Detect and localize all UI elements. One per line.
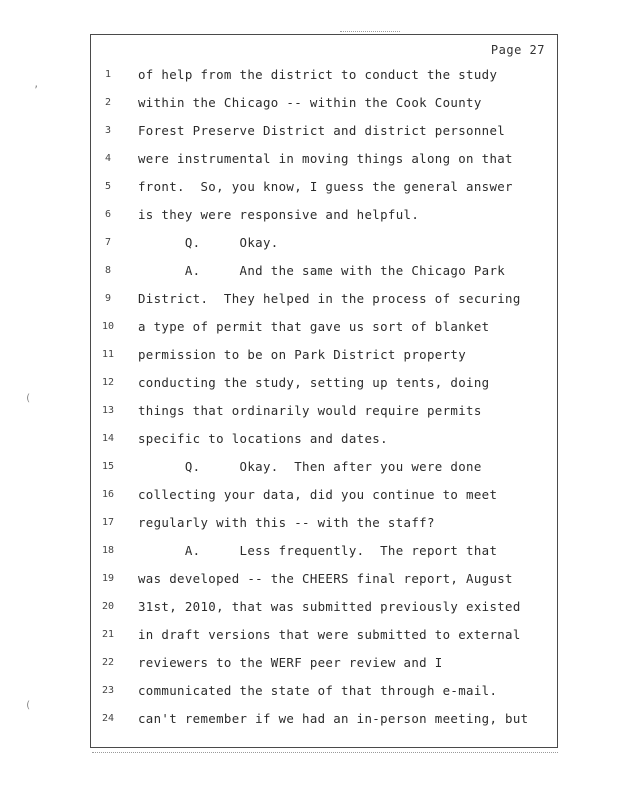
line-text: collecting your data, did you continue to meet	[138, 487, 498, 502]
line-number: 6	[104, 209, 112, 220]
line-number: 13	[101, 405, 115, 416]
line-number: 7	[104, 237, 112, 248]
line-text: things that ordinarily would require permits	[138, 403, 482, 418]
scan-artifact-top	[340, 31, 400, 32]
transcript-line	[91, 541, 557, 561]
line-number: 15	[101, 461, 115, 472]
line-number: 16	[101, 489, 115, 500]
transcript-line	[91, 429, 557, 449]
line-number: 8	[104, 265, 112, 276]
transcript-line	[91, 177, 557, 197]
line-number: 17	[101, 517, 115, 528]
line-number: 14	[101, 433, 115, 444]
line-text: A. Less frequently. The report that	[138, 543, 498, 558]
line-text: reviewers to the WERF peer review and I	[138, 655, 443, 670]
line-text: specific to locations and dates.	[138, 431, 388, 446]
line-text: Forest Preserve District and district personnel	[138, 123, 506, 138]
line-text: District. They helped in the process of securing	[138, 291, 521, 306]
transcript-line	[91, 709, 557, 729]
line-text: a type of permit that gave us sort of blanket	[138, 319, 490, 334]
transcript-line	[91, 373, 557, 393]
transcript-line	[91, 65, 557, 85]
line-number: 12	[101, 377, 115, 388]
transcript-line	[91, 317, 557, 337]
line-number: 18	[101, 545, 115, 556]
line-number: 11	[101, 349, 115, 360]
scan-artifact-bottom	[92, 752, 558, 753]
line-text: front. So, you know, I guess the general answer	[138, 179, 513, 194]
line-number: 10	[101, 321, 115, 332]
line-number: 20	[101, 601, 115, 612]
line-text: communicated the state of that through e-mail.	[138, 683, 498, 698]
line-number: 19	[101, 573, 115, 584]
line-text: within the Chicago -- within the Cook County	[138, 95, 482, 110]
line-text: conducting the study, setting up tents, doing	[138, 375, 490, 390]
line-text: 31st, 2010, that was submitted previously existed	[138, 599, 521, 614]
line-text: Q. Okay. Then after you were done	[138, 459, 482, 474]
transcript-page	[90, 34, 558, 748]
transcript-line	[91, 93, 557, 113]
transcript-line	[91, 233, 557, 253]
line-number: 2	[104, 97, 112, 108]
line-number: 4	[104, 153, 112, 164]
line-number: 1	[104, 69, 112, 80]
transcript-line	[91, 401, 557, 421]
line-text: was developed -- the CHEERS final report, August	[138, 571, 513, 586]
transcript-line	[91, 121, 557, 141]
line-text: permission to be on Park District property	[138, 347, 467, 362]
line-text: were instrumental in moving things along on that	[138, 151, 513, 166]
transcript-line	[91, 485, 557, 505]
transcript-line	[91, 513, 557, 533]
line-text: is they were responsive and helpful.	[138, 207, 420, 222]
line-text: Q. Okay.	[138, 235, 279, 250]
line-text: in draft versions that were submitted to external	[138, 627, 521, 642]
line-number: 22	[101, 657, 115, 668]
scan-speck: (	[25, 700, 32, 711]
transcript-line	[91, 625, 557, 645]
page-number: Page 27	[490, 43, 545, 57]
transcript-line	[91, 149, 557, 169]
transcript-line	[91, 205, 557, 225]
line-text: A. And the same with the Chicago Park	[138, 263, 506, 278]
line-number: 5	[104, 181, 112, 192]
transcript-line	[91, 345, 557, 365]
transcript-line	[91, 597, 557, 617]
line-number: 23	[101, 685, 115, 696]
transcript-line	[91, 457, 557, 477]
scan-speck: ’	[33, 85, 40, 96]
scan-speck: (	[25, 393, 32, 404]
line-number: 24	[101, 713, 115, 724]
line-number: 9	[104, 293, 112, 304]
line-text: can't remember if we had an in-person meeting, but	[138, 711, 529, 726]
line-number: 3	[104, 125, 112, 136]
line-text: of help from the district to conduct the study	[138, 67, 498, 82]
transcript-line	[91, 289, 557, 309]
line-text: regularly with this -- with the staff?	[138, 515, 435, 530]
transcript-line	[91, 261, 557, 281]
transcript-line	[91, 653, 557, 673]
transcript-line	[91, 681, 557, 701]
transcript-line	[91, 569, 557, 589]
line-number: 21	[101, 629, 115, 640]
